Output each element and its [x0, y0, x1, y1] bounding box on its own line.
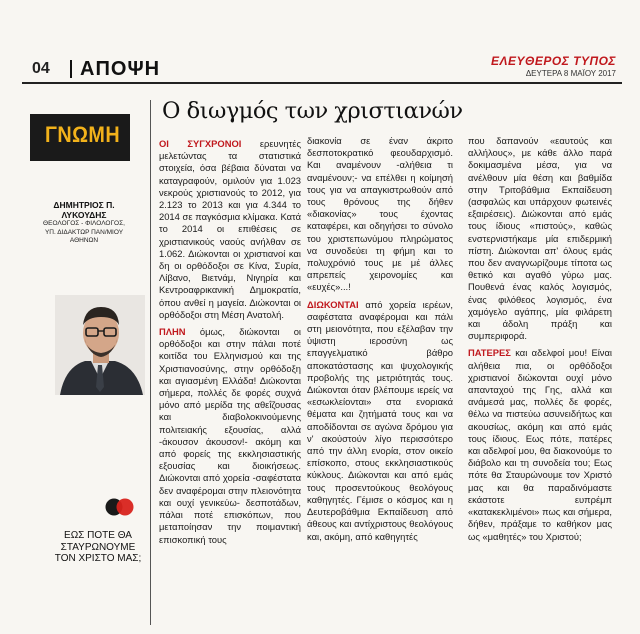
paragraph-text: διακονία σε έναν άκριτο δεσποτοκρατικό φεουδαρχισμό. Και αναμένουν -αλήθεια τι αναμένουν;- να επέλθει η κοίμησή τους για να απαγκιστρωθούν από τους θρόνους της δήθεν «διακονίας» τους έχοντας καταφέρει, και οδηγήσει το σύνολο του χριστεπωνύμου πληρώματος να συνοδεύει τη φήμη και το πολυχρόνιό τους με μέ άλλες απρεπείς χειρονομίες και «ευχές»...!	[307, 135, 453, 293]
article-headline: Ο διωγμός των χριστιανών	[162, 98, 463, 124]
pull-quote-line-2: ΣΤΑΥΡΩΝΟΥΜΕ	[60, 541, 136, 553]
paragraph	[307, 299, 453, 543]
paragraph	[307, 135, 453, 294]
header-rule	[22, 82, 622, 84]
article-column-3	[468, 135, 612, 548]
paragraph-text: όμως, διώκονται οι ορθόδοξοι και στην πάλαι ποτέ κοιτίδα του Ελληνισμού και της Χριστιανοσύνης, στην ορθόδοξη και αγιασμένη Ελλάδα! Διώκονται σήμερα, πολλές δε φορές συχνά μόνο από μερίδα της αθεΐζουσας και διαβολοκινούμενης πολιτειακής εξουσίας, αλλά -άκουσον άκουσον!- ακόμη και από φορείς της εκκλησιαστικής εξουσίας και διοικήσεως. Διώκονται από χορεία -σαφέστατα δεν αναφέρομαι στην πλειονότητα και ουχί γενικεύω- δεσποτάδων, πάλαι ποτέ επισκόπων, που μεταποίησαν την ποιμαντική επισκοπική τους	[159, 326, 301, 545]
paragraph-text: που δαπανούν «εαυτούς και αλλήλους», με κάθε άλλο παρά δοκιμασμένα μέσα, για να ανέλθουν μία θέση και βαθμίδα στην Τριτοβάθμια Εκπαίδευση (ασφαλώς και υπάρχουν φωτεινές εξαιρέσεις). Διώκονται από εμάς τους ίδιους «πιστούς», καθώς ενστερνιστήκαμε μία επιδερμική πίστη. Διώκονται απ' όλους εμάς που δεν αναγνωρίζουμε τίποτα ως θετικό και αγαθό γύρω μας. Πουθενά ένας καλός λογισμός, ένας φιλόθεος λογισμός, ένα χαμόγελο αγάπης, μία φιλάρετη και άδολη πράξη και συμπεριφορά.	[468, 135, 612, 342]
article-column-2	[307, 135, 453, 548]
paragraph	[468, 135, 612, 342]
paragraph-lead: ΠΑΤΕΡΕΣ	[468, 347, 511, 359]
opinion-label-box	[30, 114, 130, 161]
pull-quote-line-1: ΕΩΣ ΠΟΤΕ ΘΑ	[64, 530, 132, 541]
masthead	[491, 54, 616, 78]
page-number: 04	[32, 60, 50, 77]
paragraph	[159, 326, 301, 546]
page-header	[22, 54, 622, 80]
opinion-label: ΓΝΩΜΗ	[45, 122, 121, 147]
paragraph-lead: ΠΛΗΝ	[159, 326, 186, 338]
section-title: ΑΠΟΨΗ	[80, 58, 161, 80]
author-role-line-1: ΘΕΟΛΟΓΟΣ - ΦΙΛΟΛΟΓΟΣ,	[43, 220, 125, 227]
paragraph-text: ερευνητές μελετώντας τα στατιστικά στοιχεία, όσα βέβαια δύναται να καταγραφούν, ομιλούν για 1.023 νεκρούς χριστιανούς το 2012, για 2.123 το 2013 και για 4.344 το 2014 σε παγκόσμια κλίμακα. Κατά το 2014 οι επιθέσεις σε χριστιανικούς ναούς ανήλθαν σε 1.062. Διώκονται οι χριστιανοί και δη οι ορθόδοξοι σε Κίνα, Συρία, Λίβανο, Βιετνάμ, Νιγηρία και Κεντροαφρικανική Δημοκρατία, όπου ανθεί η μαγεία. Διώκονται οι ορθόδοξοι στη Μέση Ανατολή.	[159, 138, 301, 320]
paragraph-lead: ΟΙ ΣΥΓΧΡΟΝΟΙ	[159, 138, 242, 149]
pull-quote	[48, 530, 148, 565]
issue-date: ΔΕΥΤΕΡΑ 8 ΜΑΪΟΥ 2017	[525, 69, 616, 78]
paragraph	[468, 347, 612, 542]
header-separator	[70, 60, 72, 78]
author-role-line-3: ΑΘΗΝΩΝ	[69, 237, 99, 244]
paragraph	[159, 138, 301, 321]
paragraph-text: από χορεία ιερέων, σαφέστατα αναφέρομαι και πάλι στη μειονότητα, που εξέλαβαν την ύψιστη ιεροσύνη ως επαγγελματικό βάθρο αποκατάστασης και ψυχολογικής προβολής της μετριότητάς τους. Διώκονται όταν βλέπουμε ιερείς να «εσωκλείονται» στα ενοριακά θέματα και ζητήματά τους και να αποδίδονται σε αγώνα δρόμου για ν' ακούστούν λίγο περισσότερο από την άλλη ενορία, στον οικείο επίσκοπο, στους εκκλησιαστικούς κύκλους. Διώκονται και από εμάς τους προσεντούκους θεολόγους καθηγητές. Γέμισε ο κόσμος και η Δευτεροβάθμια Εκπαίδευση από άθεους και αντίχριστους θεολόγους και, ακόμη, από καθηγητές	[307, 298, 453, 542]
author-last-name: ΛΥΚΟΥΔΗΣ	[61, 210, 107, 220]
decorative-dots-icon	[105, 495, 135, 519]
column-divider	[150, 100, 151, 625]
paragraph-lead: ΔΙΩΚΟΝΤΑΙ	[307, 298, 359, 310]
author-credit	[38, 200, 130, 246]
author-photo	[55, 295, 145, 395]
article-column-1	[159, 138, 301, 551]
pull-quote-line-3: ΤΟΝ ΧΡΙΣΤΟ ΜΑΣ;	[54, 553, 142, 564]
author-first-name: ΔΗΜΗΤΡΙΟΣ Π.	[53, 200, 115, 210]
paper-name: ΕΛΕΥΘΕΡΟΣ ΤΥΠΟΣ	[491, 54, 616, 68]
author-role-line-2: ΥΠ. ΔΙΔΑΚΤΩΡ ΠΑΝ/ΜΙΟΥ	[44, 228, 124, 236]
paragraph-text: και αδελφοί μου! Είναι αλήθεια πια, οι ορθόδοξοι χριστιανοί διώκονται ουχί μόνο απανταχού της Γης, αλλά και ανάμεσά μας, πολλές δε φορές, θέλω να πιστεύω ασυνειδήτως και ακουσίως, ακόμη και από εμάς τους ίδιους. Εως πότε, πατέρες και αδελφοί μου, θα διακονούμε το διάβολο και τη συνοδεία του; Εως πότε θα Σταυρώνουμε τον Χριστό μας και θα παραδινόμαστε εκάστοτε ευπρέμπ «κατακεκλιμένοι» πως και σήμερα, δήθεν, πράξαμε το καθήκον μας ως «μαθητές» του Χριστού;	[468, 347, 612, 542]
